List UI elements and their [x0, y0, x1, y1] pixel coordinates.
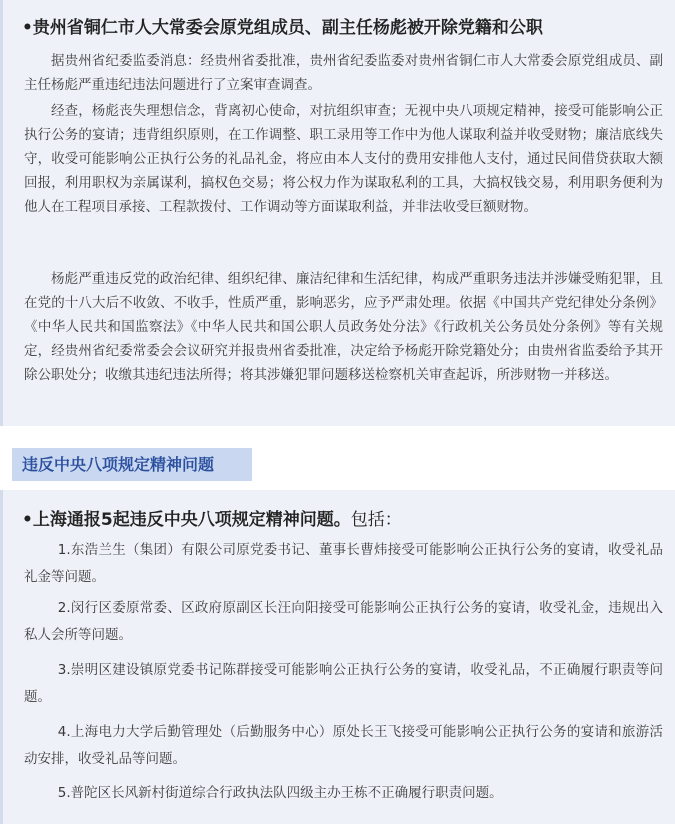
list-item-4: 4.上海电力大学后勤管理处（后勤服务中心）原处长王飞接受可能影响公正执行公务的宴请和旅游活动安排，收受礼品等问题。: [24, 724, 663, 767]
article-2-title-main: •上海通报5起违反中央八项规定精神问题。: [22, 510, 351, 530]
list-item-5: 5.普陀区长风新村街道综合行政执法队四级主办王栋不正确履行职责问题。: [57, 785, 503, 801]
article-1-title: •贵州省铜仁市人大常委会原党组成员、副主任杨彪被开除党籍和公职: [22, 18, 543, 38]
list-item-1: 1.东浩兰生（集团）有限公司原党委书记、董事长曹炜接受可能影响公正执行公务的宴请，收受礼品礼金等问题。: [24, 542, 663, 585]
article-1-paragraph-3: 杨彪严重违反党的政治纪律、组织纪律、廉洁纪律和生活纪律，构成严重职务违法并涉嫌受贿犯罪，且在党的十八大后不收敛、不收手，性质严重，影响恶劣，应予严肃处理。依据《中国共产党纪律处分条例》《中华人民共和国监察法》《中华人民共和国公职人员政务处分法》《行政机关公务员处分条例》等有关规定，经贵州省纪委常委会会议研究并报贵州省委批准，决定给予杨彪开除党籍处分；由贵州省监委给予其开除公职处分；收缴其违纪违法所得；将其涉嫌犯罪问题移送检察机关审查起诉，所涉财物一并移送。: [24, 271, 663, 383]
section-title: 违反中央八项规定精神问题: [12, 448, 252, 481]
article-2-title-tail: 包括：: [350, 510, 402, 530]
list-item-3: 3.崇明区建设镇原党委书记陈群接受可能影响公正执行公务的宴请，收受礼品，不正确履行职责等问题。: [24, 662, 663, 705]
article-1-paragraph-1: 据贵州省纪委监委消息：经贵州省委批准，贵州省纪委监委对贵州省铜仁市人大常委会原党组成员、副主任杨彪严重违纪违法问题进行了立案审查调查。: [24, 53, 663, 93]
article-2-title: [22, 509, 667, 531]
list-item-2: 2.闵行区委原常委、区政府原副区长汪向阳接受可能影响公正执行公务的宴请，收受礼金，违规出入私人会所等问题。: [24, 600, 663, 643]
article-1-paragraph-2: 经查，杨彪丧失理想信念，背离初心使命，对抗组织审查；无视中央八项规定精神，接受可能影响公正执行公务的宴请；违背组织原则，在工作调整、职工录用等工作中为他人谋取利益并收受财物；廉洁底线失守，收受可能影响公正执行公务的礼品礼金，将应由本人支付的费用安排他人支付，通过民间借贷获取大额回报，利用职权为亲属谋利，搞权色交易；将公权力作为谋取私利的工具，大搞权钱交易，利用职务便利为他人在工程项目承接、工程款拨付、工作调动等方面谋取利益，并非法收受巨额财物。: [24, 103, 663, 215]
